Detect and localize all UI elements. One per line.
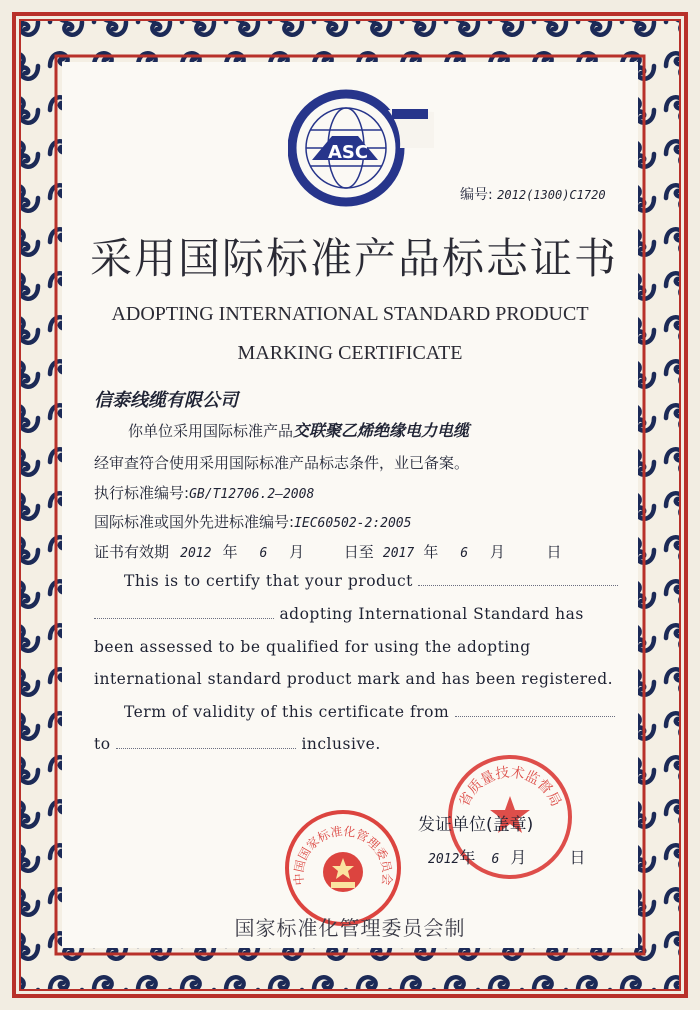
national-seal [283,808,403,928]
en-product-blank-2 [94,618,274,619]
en-line-4: international standard product mark and has been registered. [94,670,614,688]
issue-day-char: 日 [569,848,586,867]
validity-to-year: 2017 [382,546,415,561]
en-line-2 [94,605,584,623]
standard-value: GB/T12706.2—2008 [189,487,315,502]
title-english-line2: MARKING CERTIFICATE [237,342,463,364]
validity-month-char: 月 [289,543,305,561]
logo-text: ASC [328,142,369,163]
issue-month: 6 [491,852,500,867]
product-name: 交联聚乙烯绝缘电力电缆 [293,421,470,440]
issue-date [428,845,586,868]
issuer-label: 发证单位(盖章) [418,815,534,835]
title-english-line1: ADOPTING INTERNATIONAL STANDARD PRODUCT [111,303,589,325]
en-inclusive-label: inclusive. [301,735,381,753]
en-line-5 [124,703,615,721]
validity-year-char2: 年 [423,543,439,561]
en-product-blank [418,585,618,586]
en-line-6 [94,735,381,753]
serial-number [460,184,606,204]
serial-label: 编号: [460,187,493,203]
validity-to-month: 6 [460,546,469,561]
cn-line-standard [94,482,314,503]
title-chinese: 采用国际标准产品标志证书 [90,234,619,283]
cn-line-validity [94,541,561,562]
en-line-1 [124,572,618,590]
en-line-1-text: This is to certify that your product [124,572,413,590]
cn-line-review: 经审查符合使用采用国际标准产品标志条件，业已备案。 [94,454,470,472]
provincial-seal-text: 省质量技术监督局 [456,764,564,810]
issue-month-char: 月 [510,848,527,867]
national-seal-text: 中国国家标准化管理委员会 [291,824,395,886]
validity-from-year: 2012 [180,546,212,561]
intl-standard-label: 国际标准或国外先进标准编号: [94,513,295,531]
serial-value: 2012(1300)C1720 [497,188,606,202]
cn-line-intl-standard [94,511,411,532]
validity-year-char: 年 [222,543,238,561]
standard-label: 执行标准编号: [94,484,190,502]
en-line-2-text: adopting International Standard has [279,605,584,623]
en-line-3: been assessed to be qualified for using the adopting [94,638,531,656]
en-validity-from-blank [455,716,615,717]
en-validity-to-blank [116,748,296,749]
issue-year: 2012 [428,852,460,867]
intl-standard-value: IEC60502-2:2005 [294,516,412,531]
cn-line-product [128,418,469,441]
cn-line-product-prefix: 你单位采用国际标准产品 [128,422,294,440]
en-line-5-text: Term of validity of this certificate from [124,703,450,721]
validity-day-char: 日 [546,543,562,561]
validity-label: 证书有效期 [94,543,170,561]
validity-from-month: 6 [259,546,268,561]
validity-day-to: 日至 [343,543,374,561]
asc-logo [288,88,436,208]
company-name: 信泰线缆有限公司 [94,390,238,411]
validity-month-char2: 月 [489,543,505,561]
footer-issuer: 国家标准化管理委员会制 [234,916,466,940]
en-to-label: to [94,735,111,753]
issue-year-char: 年 [459,848,476,867]
